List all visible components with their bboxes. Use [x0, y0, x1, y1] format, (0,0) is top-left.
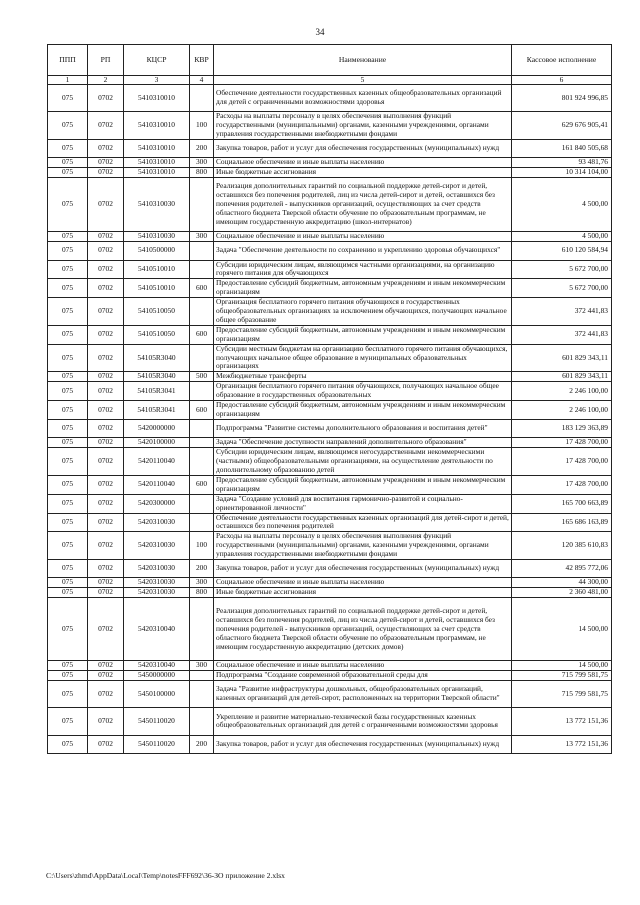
cell-amount: 2 246 100,00 [512, 382, 612, 401]
cell-kcsr: 54105R3040 [124, 344, 190, 372]
cell-ppp: 075 [48, 494, 88, 513]
cell-ppp: 075 [48, 232, 88, 242]
cell-kcsr: 5420110040 [124, 475, 190, 494]
cell-kcsr: 5420310040 [124, 661, 190, 671]
cell-amount: 2 360 481,00 [512, 588, 612, 598]
cell-name: Обеспечение деятельности государственных казенных организаций для детей-сирот и детей, оставшихся без попечения родителей [214, 513, 512, 532]
cell-name: Субсидии местным бюджетам на организацию бесплатного горячего питания обучающихся, получающих начальное общее образование в муниципальных образовательных организациях [214, 344, 512, 372]
column-number-row [48, 76, 612, 85]
cell-kcsr: 5410510050 [124, 325, 190, 344]
cell-name: Социальное обеспечение и иные выплаты населению [214, 661, 512, 671]
cell-rp: 0702 [88, 242, 124, 260]
table-row [48, 325, 612, 344]
cell-name: Предоставление субсидий бюджетным, автономным учреждениям и иным некоммерческим организациям [214, 325, 512, 344]
cell-name: Закупка товаров, работ и услуг для обеспечения государственных (муниципальных) нужд [214, 735, 512, 753]
cell-name: Субсидии юридическим лицам, являющимся негосударственными некоммерческими (частными) общеобразовательными организациями, на осуществление деятельности по дополнительному образованию детей [214, 448, 512, 476]
cell-name: Закупка товаров, работ и услуг для обеспечения государственных (муниципальных) нужд [214, 140, 512, 158]
cell-amount: 13 772 151,36 [512, 708, 612, 735]
cell-kvr: 300 [190, 158, 214, 168]
table-row [48, 532, 612, 560]
cell-kcsr: 5410510010 [124, 260, 190, 279]
table-row [48, 344, 612, 372]
cell-rp: 0702 [88, 85, 124, 112]
cell-kvr [190, 671, 214, 681]
cell-ppp: 075 [48, 85, 88, 112]
cell-ppp: 075 [48, 178, 88, 232]
cell-rp: 0702 [88, 419, 124, 437]
cell-amount: 715 799 581,75 [512, 671, 612, 681]
cell-rp: 0702 [88, 344, 124, 372]
cell-name: Подпрограмма "Развитие системы дополнительного образования и воспитания детей" [214, 419, 512, 437]
header-ppp: ППП [48, 45, 88, 76]
budget-table [47, 44, 612, 754]
cell-amount: 715 799 581,75 [512, 681, 612, 708]
cell-kvr: 600 [190, 475, 214, 494]
table-row [48, 475, 612, 494]
column-number: 2 [88, 76, 124, 85]
cell-kvr: 200 [190, 735, 214, 753]
cell-name: Социальное обеспечение и иные выплаты населению [214, 232, 512, 242]
table-row [48, 513, 612, 532]
cell-amount: 10 314 104,00 [512, 168, 612, 178]
cell-ppp: 075 [48, 401, 88, 420]
cell-ppp: 075 [48, 382, 88, 401]
cell-kcsr: 5420110040 [124, 448, 190, 476]
cell-kvr [190, 438, 214, 448]
cell-ppp: 075 [48, 242, 88, 260]
table-row [48, 419, 612, 437]
header-kcsr: КЦСР [124, 45, 190, 76]
cell-ppp: 075 [48, 532, 88, 560]
cell-kvr [190, 598, 214, 661]
cell-kvr [190, 178, 214, 232]
cell-kcsr: 5420310040 [124, 598, 190, 661]
cell-rp: 0702 [88, 112, 124, 140]
cell-amount: 17 428 700,00 [512, 475, 612, 494]
cell-kcsr: 5410500000 [124, 242, 190, 260]
cell-amount: 183 129 363,89 [512, 419, 612, 437]
cell-kvr [190, 242, 214, 260]
cell-amount: 372 441,83 [512, 298, 612, 326]
cell-kvr: 600 [190, 279, 214, 298]
cell-amount: 17 428 700,00 [512, 448, 612, 476]
cell-ppp: 075 [48, 661, 88, 671]
table-row [48, 494, 612, 513]
cell-ppp: 075 [48, 344, 88, 372]
cell-amount: 13 772 151,36 [512, 735, 612, 753]
cell-ppp: 075 [48, 325, 88, 344]
cell-kcsr: 5410310030 [124, 232, 190, 242]
cell-name: Подпрограмма "Создание современной образовательной среды для [214, 671, 512, 681]
cell-rp: 0702 [88, 140, 124, 158]
cell-amount: 4 500,00 [512, 232, 612, 242]
cell-kcsr: 5450100000 [124, 681, 190, 708]
cell-kcsr: 5420310030 [124, 588, 190, 598]
table-row [48, 560, 612, 578]
cell-amount: 14 500,00 [512, 661, 612, 671]
cell-name: Задача "Создание условий для воспитания гармонично-развитой и социально-ориентированной личности" [214, 494, 512, 513]
cell-kvr [190, 681, 214, 708]
cell-name: Задача "Развитие инфраструктуры дошкольных, общеобразовательных организаций, казенных организаций для детей-сирот, расположенных на территории Тверской области" [214, 681, 512, 708]
cell-amount: 14 500,00 [512, 598, 612, 661]
cell-kcsr: 54105R3040 [124, 372, 190, 382]
cell-kcsr: 5420310030 [124, 578, 190, 588]
cell-ppp: 075 [48, 598, 88, 661]
cell-rp: 0702 [88, 708, 124, 735]
cell-rp: 0702 [88, 661, 124, 671]
table-row [48, 168, 612, 178]
cell-kcsr: 5410310010 [124, 140, 190, 158]
cell-ppp: 075 [48, 372, 88, 382]
cell-kvr [190, 85, 214, 112]
cell-kvr: 100 [190, 532, 214, 560]
cell-ppp: 075 [48, 513, 88, 532]
cell-ppp: 075 [48, 681, 88, 708]
table-row [48, 298, 612, 326]
cell-rp: 0702 [88, 671, 124, 681]
cell-amount: 610 120 584,94 [512, 242, 612, 260]
cell-rp: 0702 [88, 494, 124, 513]
cell-kvr: 500 [190, 372, 214, 382]
cell-name: Иные бюджетные ассигнования [214, 168, 512, 178]
cell-name: Организация бесплатного горячего питания обучающихся, получающих начальное общее образование в государственных образовательных [214, 382, 512, 401]
cell-kcsr: 5420100000 [124, 438, 190, 448]
cell-amount: 17 428 700,00 [512, 438, 612, 448]
cell-amount: 42 895 772,06 [512, 560, 612, 578]
cell-kcsr: 5410310010 [124, 112, 190, 140]
cell-kcsr: 5410310010 [124, 168, 190, 178]
header-row [48, 45, 612, 76]
table-row [48, 140, 612, 158]
column-number: 1 [48, 76, 88, 85]
cell-kcsr: 5420000000 [124, 419, 190, 437]
cell-kvr [190, 708, 214, 735]
cell-ppp: 075 [48, 438, 88, 448]
cell-amount: 5 672 700,00 [512, 260, 612, 279]
cell-rp: 0702 [88, 681, 124, 708]
cell-amount: 601 829 343,11 [512, 344, 612, 372]
table-row [48, 448, 612, 476]
cell-ppp: 075 [48, 168, 88, 178]
cell-rp: 0702 [88, 325, 124, 344]
cell-kcsr: 5420310030 [124, 513, 190, 532]
cell-kvr [190, 448, 214, 476]
table-row [48, 671, 612, 681]
cell-ppp: 075 [48, 140, 88, 158]
cell-ppp: 075 [48, 475, 88, 494]
cell-name: Предоставление субсидий бюджетным, автономным учреждениям и иным некоммерческим организациям [214, 475, 512, 494]
table-row [48, 588, 612, 598]
cell-amount: 161 840 505,68 [512, 140, 612, 158]
table-row [48, 232, 612, 242]
cell-ppp: 075 [48, 708, 88, 735]
cell-kvr [190, 382, 214, 401]
cell-amount: 5 672 700,00 [512, 279, 612, 298]
cell-ppp: 075 [48, 279, 88, 298]
cell-rp: 0702 [88, 598, 124, 661]
table-row [48, 708, 612, 735]
cell-rp: 0702 [88, 560, 124, 578]
cell-kcsr: 5410310010 [124, 158, 190, 168]
cell-ppp: 075 [48, 671, 88, 681]
cell-rp: 0702 [88, 438, 124, 448]
cell-kvr: 800 [190, 588, 214, 598]
cell-name: Расходы на выплаты персоналу в целях обеспечения выполнения функций государственными (муниципальными) органами, казенными учреждениями, органами управления государственными внебюджетными фондами [214, 112, 512, 140]
column-number: 4 [190, 76, 214, 85]
cell-ppp: 075 [48, 298, 88, 326]
cell-name: Расходы на выплаты персоналу в целях обеспечения выполнения функций государственными (муниципальными) органами, казенными учреждениями, органами управления государственными внебюджетными фондами [214, 532, 512, 560]
cell-kcsr: 5410510050 [124, 298, 190, 326]
cell-amount: 44 300,00 [512, 578, 612, 588]
table-row [48, 382, 612, 401]
cell-rp: 0702 [88, 532, 124, 560]
cell-rp: 0702 [88, 735, 124, 753]
cell-kvr [190, 298, 214, 326]
cell-kvr [190, 260, 214, 279]
cell-kcsr: 5410310010 [124, 85, 190, 112]
header-name: Наименование [214, 45, 512, 76]
cell-rp: 0702 [88, 260, 124, 279]
table-row [48, 85, 612, 112]
cell-kvr: 300 [190, 661, 214, 671]
cell-kvr: 800 [190, 168, 214, 178]
table-row [48, 578, 612, 588]
cell-rp: 0702 [88, 513, 124, 532]
cell-kvr [190, 419, 214, 437]
cell-name: Предоставление субсидий бюджетным, автономным учреждениям и иным некоммерческим организациям [214, 401, 512, 420]
cell-rp: 0702 [88, 158, 124, 168]
cell-name: Субсидии юридическим лицам, являющимся частными организациями, на организацию горячего питания для обучающихся [214, 260, 512, 279]
cell-kcsr: 5410310030 [124, 178, 190, 232]
table-row [48, 112, 612, 140]
cell-rp: 0702 [88, 232, 124, 242]
cell-name: Организация бесплатного горячего питания обучающихся в государственных общеобразовательных организациях за исключением обучающихся, получающих начальное общее образование [214, 298, 512, 326]
cell-name: Реализация дополнительных гарантий по социальной поддержке детей-сирот и детей, оставшихся без попечения родителей, лиц из числа детей-сирот и детей, оставшихся без попечения родителей - выпускников организаций, осуществляющих за счет средств областного бюджета Тверской области обучение по образовательным программам, не имеющим государственную аккредитацию (школ-интернатов) [214, 178, 512, 232]
cell-amount: 629 676 905,41 [512, 112, 612, 140]
table-row [48, 260, 612, 279]
cell-rp: 0702 [88, 168, 124, 178]
table-row [48, 279, 612, 298]
cell-kcsr: 5420300000 [124, 494, 190, 513]
table-row [48, 242, 612, 260]
cell-ppp: 075 [48, 112, 88, 140]
cell-ppp: 075 [48, 735, 88, 753]
cell-rp: 0702 [88, 298, 124, 326]
cell-kvr: 200 [190, 140, 214, 158]
column-number: 6 [512, 76, 612, 85]
cell-name: Социальное обеспечение и иные выплаты населению [214, 158, 512, 168]
cell-amount: 4 500,00 [512, 178, 612, 232]
cell-amount: 165 686 163,89 [512, 513, 612, 532]
cell-kcsr: 5450110020 [124, 708, 190, 735]
cell-rp: 0702 [88, 372, 124, 382]
column-number: 3 [124, 76, 190, 85]
cell-ppp: 075 [48, 560, 88, 578]
cell-ppp: 075 [48, 578, 88, 588]
cell-kvr: 300 [190, 578, 214, 588]
cell-amount: 93 481,76 [512, 158, 612, 168]
cell-name: Обеспечение деятельности государственных казенных общеобразовательных организаций для детей с ограниченными возможностями здоровья [214, 85, 512, 112]
column-number: 5 [214, 76, 512, 85]
cell-kvr: 300 [190, 232, 214, 242]
cell-rp: 0702 [88, 448, 124, 476]
cell-kcsr: 54105R3041 [124, 382, 190, 401]
cell-ppp: 075 [48, 260, 88, 279]
cell-name: Социальное обеспечение и иные выплаты населению [214, 578, 512, 588]
cell-kcsr: 5420310030 [124, 532, 190, 560]
cell-kvr: 600 [190, 325, 214, 344]
cell-ppp: 075 [48, 158, 88, 168]
table-row [48, 661, 612, 671]
cell-amount: 601 829 343,11 [512, 372, 612, 382]
cell-ppp: 075 [48, 588, 88, 598]
table-row [48, 372, 612, 382]
table-row [48, 178, 612, 232]
header-kvr: КВР [190, 45, 214, 76]
cell-amount: 801 924 996,85 [512, 85, 612, 112]
header-amount: Кассовое исполнение [512, 45, 612, 76]
cell-rp: 0702 [88, 578, 124, 588]
cell-amount: 2 246 100,00 [512, 401, 612, 420]
cell-rp: 0702 [88, 382, 124, 401]
cell-kcsr: 5420310030 [124, 560, 190, 578]
cell-amount: 165 700 663,89 [512, 494, 612, 513]
cell-amount: 372 441,83 [512, 325, 612, 344]
header-rp: РП [88, 45, 124, 76]
cell-kvr: 200 [190, 560, 214, 578]
cell-kvr [190, 344, 214, 372]
cell-rp: 0702 [88, 401, 124, 420]
cell-kcsr: 5450000000 [124, 671, 190, 681]
cell-kcsr: 54105R3041 [124, 401, 190, 420]
cell-rp: 0702 [88, 178, 124, 232]
cell-ppp: 075 [48, 448, 88, 476]
cell-kvr [190, 494, 214, 513]
cell-rp: 0702 [88, 279, 124, 298]
table-row [48, 438, 612, 448]
table-row [48, 158, 612, 168]
table-row [48, 401, 612, 420]
cell-kvr: 600 [190, 401, 214, 420]
cell-name: Реализация дополнительных гарантий по социальной поддержке детей-сирот и детей, оставшихся без попечения родителей, лиц из числа детей-сирот и детей, оставшихся без попечения родителей - выпускников организаций, осуществляющих за счет средств областного бюджета Тверской области обучение по образовательным программам, не имеющим государственную аккредитацию (детских домов) [214, 598, 512, 661]
cell-name: Задача "Обеспечение доступности направлений дополнительного образования" [214, 438, 512, 448]
cell-rp: 0702 [88, 475, 124, 494]
cell-kcsr: 5410510010 [124, 279, 190, 298]
cell-rp: 0702 [88, 588, 124, 598]
page-number: 34 [315, 27, 325, 37]
cell-name: Задача "Обеспечение деятельности по сохранению и укреплению здоровья обучающихся" [214, 242, 512, 260]
cell-kcsr: 5450110020 [124, 735, 190, 753]
cell-ppp: 075 [48, 419, 88, 437]
footer-file-path: C:\Users\zhmd\AppData\Local\Temp\notesFFF692\36-ЗО приложение 2.xlsx [46, 871, 285, 880]
table-row [48, 598, 612, 661]
cell-amount: 120 385 610,83 [512, 532, 612, 560]
table-row [48, 735, 612, 753]
cell-kvr: 100 [190, 112, 214, 140]
table-row [48, 681, 612, 708]
cell-name: Иные бюджетные ассигнования [214, 588, 512, 598]
cell-name: Межбюджетные трансферты [214, 372, 512, 382]
cell-name: Предоставление субсидий бюджетным, автономным учреждениям и иным некоммерческим организациям [214, 279, 512, 298]
cell-kvr [190, 513, 214, 532]
cell-name: Укрепление и развитие материально-технической базы государственных казенных общеобразовательных организаций для детей с ограниченными возможностями здоровья [214, 708, 512, 735]
cell-name: Закупка товаров, работ и услуг для обеспечения государственных (муниципальных) нужд [214, 560, 512, 578]
